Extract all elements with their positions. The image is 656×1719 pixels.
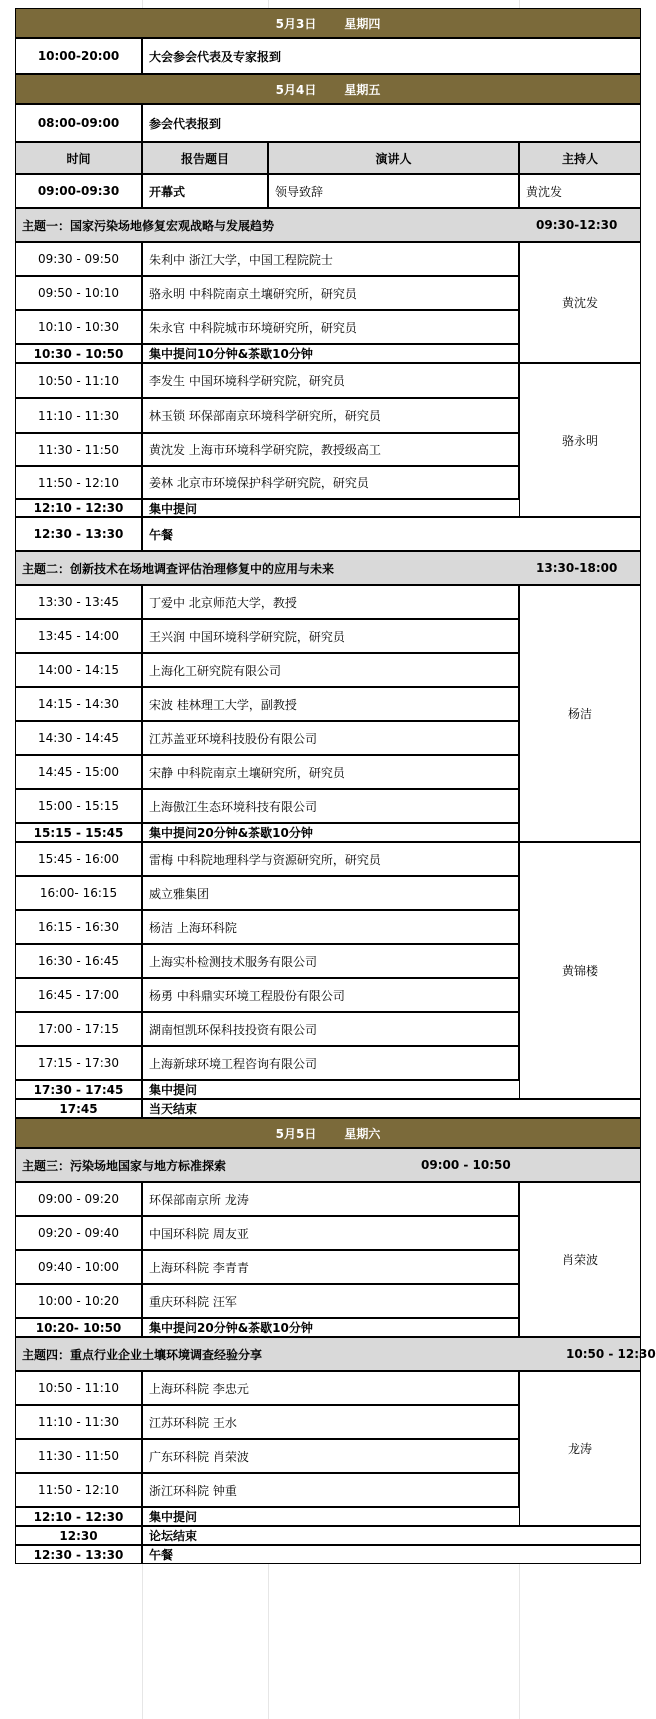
host-cell: 黄锦楼: [519, 842, 641, 1099]
time-cell: 10:30 - 10:50: [15, 344, 142, 363]
desc-cell: 当天结束: [142, 1099, 641, 1118]
desc-cell: 集中提问20分钟&茶歇10分钟: [142, 823, 519, 842]
desc-cell: 朱永官 中科院城市环境研究所，研究员: [142, 310, 519, 344]
section-time: 10:50 - 12:30: [566, 1347, 656, 1361]
day-banner: [15, 1118, 641, 1148]
time-cell: 09:40 - 10:00: [15, 1250, 142, 1284]
time-cell: 10:50 - 11:10: [15, 363, 142, 398]
desc-cell: 江苏环科院 王水: [142, 1405, 519, 1439]
time-cell: 12:30: [15, 1526, 142, 1545]
section-header: [15, 208, 641, 242]
time-cell: 10:00-20:00: [15, 38, 142, 74]
time-cell: 08:00-09:00: [15, 104, 142, 142]
section-time: 13:30-18:00: [536, 561, 618, 575]
time-cell: 09:20 - 09:40: [15, 1216, 142, 1250]
day-weekday: 星期五: [344, 82, 381, 97]
time-cell: 10:00 - 10:20: [15, 1284, 142, 1318]
desc-cell: 李发生 中国环境科学研究院，研究员: [142, 363, 519, 398]
desc-cell: 集中提问: [142, 1507, 641, 1526]
day-date: 5月3日: [275, 16, 317, 31]
desc-cell: 午餐: [142, 1545, 641, 1564]
col-header-time: 时间: [15, 142, 142, 174]
time-cell: 16:45 - 17:00: [15, 978, 142, 1012]
host-cell: 龙涛: [519, 1371, 641, 1526]
section-title: 主题一：国家污染场地修复宏观战略与发展趋势: [22, 218, 275, 233]
time-cell: 14:15 - 14:30: [15, 687, 142, 721]
host-cell: 骆永明: [519, 363, 641, 517]
desc-cell: 杨洁 上海环科院: [142, 910, 519, 944]
time-cell: 09:00-09:30: [15, 174, 142, 208]
desc-cell: 杨勇 中科鼎实环境工程股份有限公司: [142, 978, 519, 1012]
desc-cell: 集中提问10分钟&茶歇10分钟: [142, 344, 519, 363]
desc-cell: 江苏盖亚环境科技股份有限公司: [142, 721, 519, 755]
desc-cell: 上海新球环境工程咨询有限公司: [142, 1046, 519, 1080]
time-cell: 14:30 - 14:45: [15, 721, 142, 755]
time-cell: 10:50 - 11:10: [15, 1371, 142, 1405]
time-cell: 16:30 - 16:45: [15, 944, 142, 978]
section-time: 09:30-12:30: [536, 218, 618, 232]
time-cell: 16:00- 16:15: [15, 876, 142, 910]
time-cell: 09:50 - 10:10: [15, 276, 142, 310]
time-cell: 11:30 - 11:50: [15, 433, 142, 466]
desc-cell: 王兴润 中国环境科学研究院，研究员: [142, 619, 519, 653]
section-header: [15, 1148, 641, 1182]
section-title: 主题三：污染场地国家与地方标准探索: [22, 1158, 227, 1173]
time-cell: 16:15 - 16:30: [15, 910, 142, 944]
time-cell: 17:30 - 17:45: [15, 1080, 142, 1099]
time-cell: 14:45 - 15:00: [15, 755, 142, 789]
desc-cell: 姜林 北京市环境保护科学研究院，研究员: [142, 466, 519, 499]
desc-cell: 集中提问: [142, 1080, 641, 1099]
desc-cell: 上海实朴检测技术服务有限公司: [142, 944, 519, 978]
desc-cell: 浙江环科院 钟重: [142, 1473, 519, 1507]
time-cell: 10:10 - 10:30: [15, 310, 142, 344]
time-cell: 14:00 - 14:15: [15, 653, 142, 687]
desc-cell: 丁爱中 北京师范大学，教授: [142, 585, 519, 619]
time-cell: 15:15 - 15:45: [15, 823, 142, 842]
desc-cell: 环保部南京所 龙涛: [142, 1182, 519, 1216]
day-date: 5月4日: [275, 82, 317, 97]
col-header-speaker: 演讲人: [268, 142, 519, 174]
time-cell: 12:10 - 12:30: [15, 499, 142, 517]
desc-cell: 上海傲江生态环境科技有限公司: [142, 789, 519, 823]
time-cell: 10:20- 10:50: [15, 1318, 142, 1337]
desc-cell: 雷梅 中科院地理科学与资源研究所，研究员: [142, 842, 519, 876]
time-cell: 09:00 - 09:20: [15, 1182, 142, 1216]
time-cell: 11:50 - 12:10: [15, 466, 142, 499]
time-cell: 17:15 - 17:30: [15, 1046, 142, 1080]
time-cell: 11:10 - 11:30: [15, 398, 142, 433]
desc-cell: 重庆环科院 汪军: [142, 1284, 519, 1318]
col-header-host: 主持人: [519, 142, 641, 174]
desc-cell: 上海环科院 李青青: [142, 1250, 519, 1284]
desc-cell: 大会参会代表及专家报到: [142, 38, 641, 74]
time-cell: 15:00 - 15:15: [15, 789, 142, 823]
desc-cell: 骆永明 中科院南京土壤研究所，研究员: [142, 276, 519, 310]
host-cell: 杨洁: [519, 585, 641, 842]
desc-cell: 参会代表报到: [142, 104, 641, 142]
host-cell: 黄沈发: [519, 242, 641, 363]
time-cell: 12:30 - 13:30: [15, 1545, 142, 1564]
desc-cell: 广东环科院 肖荣波: [142, 1439, 519, 1473]
time-cell: 11:10 - 11:30: [15, 1405, 142, 1439]
section-title: 主题二：创新技术在场地调查评估治理修复中的应用与未来: [22, 561, 335, 576]
day-banner: [15, 74, 641, 104]
desc-cell: 宋静 中科院南京土壤研究所，研究员: [142, 755, 519, 789]
time-cell: 11:30 - 11:50: [15, 1439, 142, 1473]
section-time: 09:00 - 10:50: [421, 1158, 511, 1172]
desc-cell: 宋波 桂林理工大学，副教授: [142, 687, 519, 721]
time-cell: 17:00 - 17:15: [15, 1012, 142, 1046]
desc-cell: 林玉锁 环保部南京环境科学研究所，研究员: [142, 398, 519, 433]
topic-cell: 开幕式: [142, 174, 268, 208]
time-cell: 12:30 - 13:30: [15, 517, 142, 551]
desc-cell: 中国环科院 周友亚: [142, 1216, 519, 1250]
host-cell: 黄沈发: [519, 174, 641, 208]
desc-cell: 威立雅集团: [142, 876, 519, 910]
day-weekday: 星期四: [344, 16, 381, 31]
time-cell: 12:10 - 12:30: [15, 1507, 142, 1526]
desc-cell: 论坛结束: [142, 1526, 641, 1545]
time-cell: 13:45 - 14:00: [15, 619, 142, 653]
time-cell: 17:45: [15, 1099, 142, 1118]
desc-cell: 午餐: [142, 517, 641, 551]
desc-cell: 朱利中 浙江大学，中国工程院院士: [142, 242, 519, 276]
day-banner: [15, 8, 641, 38]
day-weekday: 星期六: [344, 1126, 381, 1141]
desc-cell: 上海环科院 李忠元: [142, 1371, 519, 1405]
desc-cell: 上海化工研究院有限公司: [142, 653, 519, 687]
desc-cell: 集中提问20分钟&茶歇10分钟: [142, 1318, 519, 1337]
day-date: 5月5日: [275, 1126, 317, 1141]
section-title: 主题四：重点行业企业土壤环境调查经验分享: [22, 1347, 263, 1362]
section-header: [15, 1337, 656, 1371]
time-cell: 11:50 - 12:10: [15, 1473, 142, 1507]
desc-cell: 湖南恒凯环保科技投资有限公司: [142, 1012, 519, 1046]
desc-cell: 集中提问: [142, 499, 641, 517]
time-cell: 15:45 - 16:00: [15, 842, 142, 876]
time-cell: 13:30 - 13:45: [15, 585, 142, 619]
col-header-topic: 报告题目: [142, 142, 268, 174]
speaker-cell: 领导致辞: [268, 174, 519, 208]
time-cell: 09:30 - 09:50: [15, 242, 142, 276]
desc-cell: 黄沈发 上海市环境科学研究院，教授级高工: [142, 433, 519, 466]
host-cell: 肖荣波: [519, 1182, 641, 1337]
section-header: [15, 551, 641, 585]
